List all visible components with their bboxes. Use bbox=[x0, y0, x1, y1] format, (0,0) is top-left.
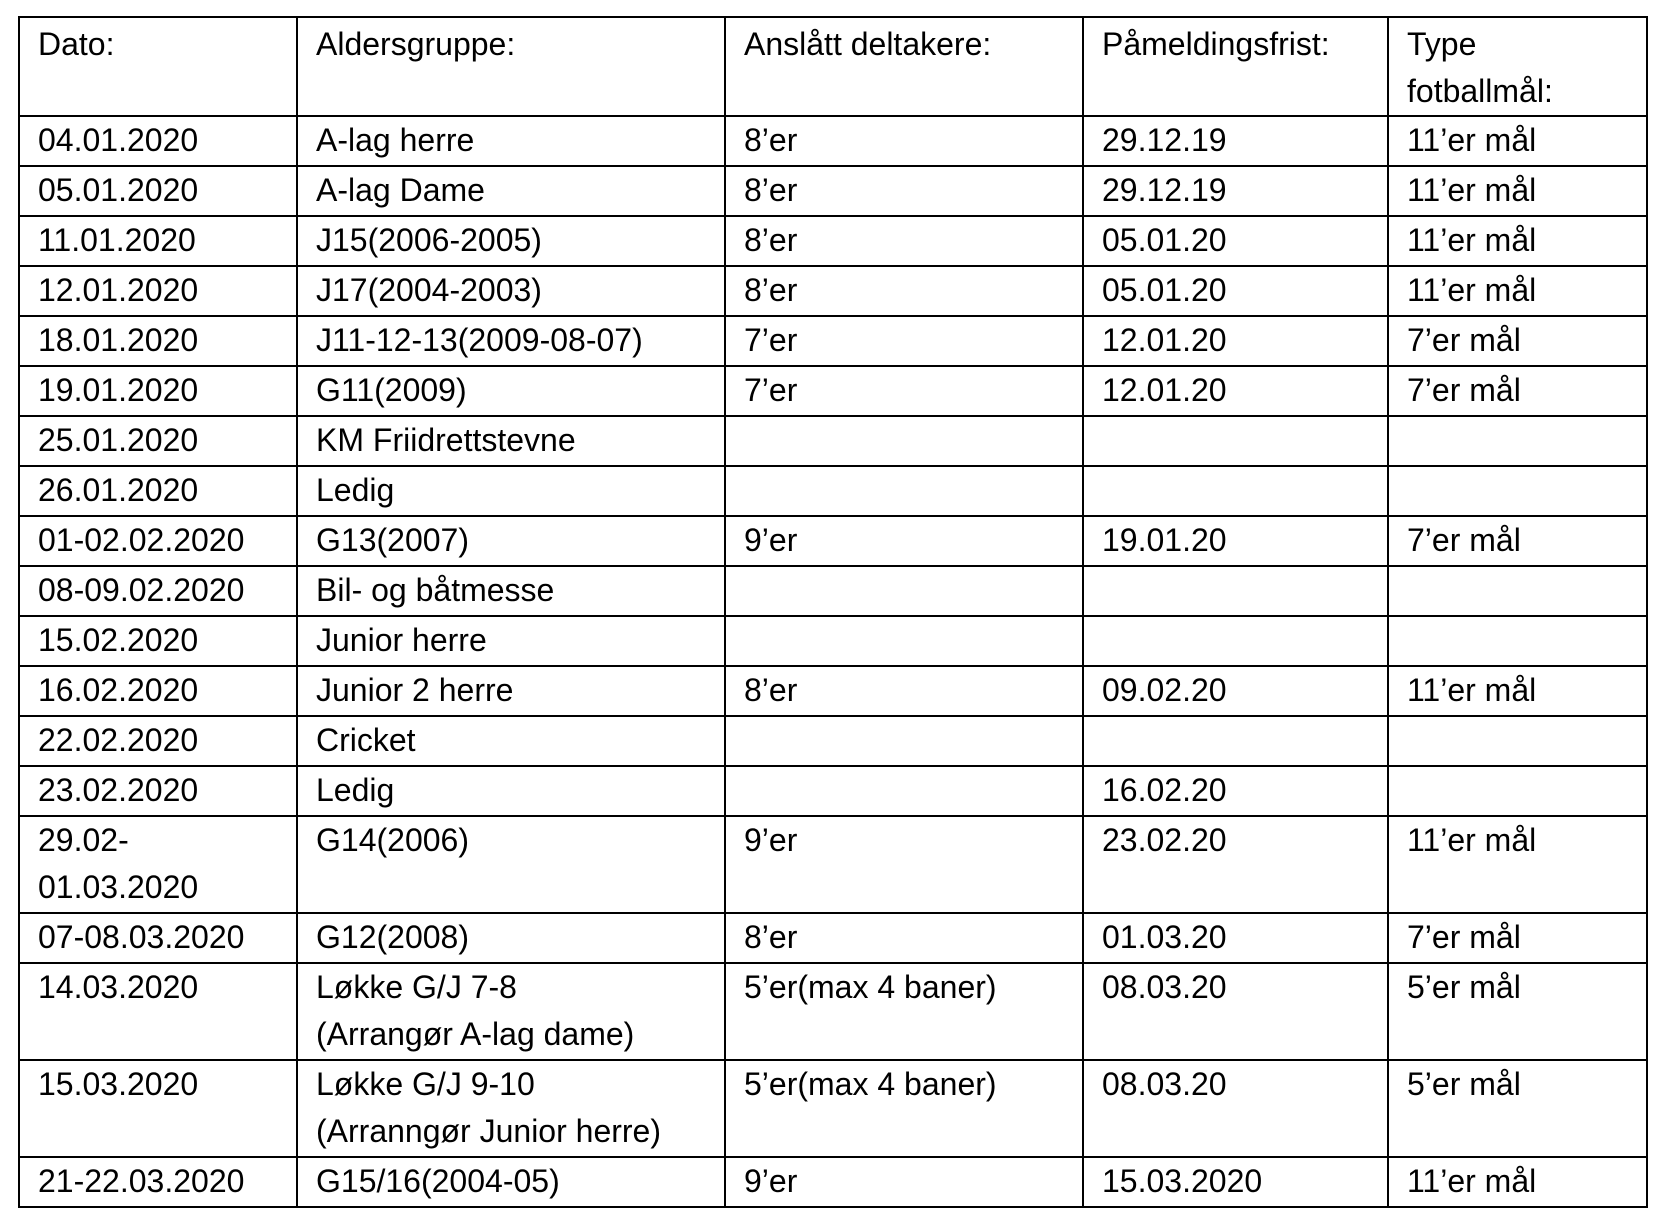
cell-estimated-participants bbox=[725, 716, 1083, 766]
cell-goal-type: 7’er mål bbox=[1388, 316, 1647, 366]
cell-age-group: Cricket bbox=[297, 716, 725, 766]
cell-age-group: J11-12-13(2009-08-07) bbox=[297, 316, 725, 366]
header-cell-age-group: Aldersgruppe: bbox=[297, 17, 725, 116]
cell-estimated-participants bbox=[725, 766, 1083, 816]
header-row bbox=[19, 17, 1647, 116]
cell-date: 07-08.03.2020 bbox=[19, 913, 297, 963]
cell-estimated-participants: 9’er bbox=[725, 816, 1083, 913]
cell-registration-deadline: 29.12.19 bbox=[1083, 116, 1388, 166]
cell-registration-deadline bbox=[1083, 566, 1388, 616]
cell-estimated-participants: 8’er bbox=[725, 166, 1083, 216]
cell-registration-deadline: 19.01.20 bbox=[1083, 516, 1388, 566]
table-row bbox=[19, 366, 1647, 416]
cell-goal-type: 11’er mål bbox=[1388, 116, 1647, 166]
cell-age-group: G11(2009) bbox=[297, 366, 725, 416]
cell-goal-type: 11’er mål bbox=[1388, 216, 1647, 266]
cell-registration-deadline: 29.12.19 bbox=[1083, 166, 1388, 216]
cell-date: 04.01.2020 bbox=[19, 116, 297, 166]
table-row bbox=[19, 116, 1647, 166]
table-row bbox=[19, 963, 1647, 1060]
header-cell-goal-type: Type fotballmål: bbox=[1388, 17, 1647, 116]
cell-date: 15.02.2020 bbox=[19, 616, 297, 666]
cell-estimated-participants: 8’er bbox=[725, 266, 1083, 316]
table-row bbox=[19, 716, 1647, 766]
cell-date: 14.03.2020 bbox=[19, 963, 297, 1060]
table-row bbox=[19, 316, 1647, 366]
cell-goal-type bbox=[1388, 566, 1647, 616]
table-row bbox=[19, 1060, 1647, 1157]
cell-registration-deadline: 01.03.20 bbox=[1083, 913, 1388, 963]
cell-goal-type: 5’er mål bbox=[1388, 963, 1647, 1060]
cell-goal-type bbox=[1388, 766, 1647, 816]
table-row bbox=[19, 166, 1647, 216]
cell-goal-type: 11’er mål bbox=[1388, 816, 1647, 913]
cell-goal-type: 7’er mål bbox=[1388, 516, 1647, 566]
cell-age-group: A-lag herre bbox=[297, 116, 725, 166]
cell-date: 11.01.2020 bbox=[19, 216, 297, 266]
cell-goal-type bbox=[1388, 466, 1647, 516]
header-cell-date: Dato: bbox=[19, 17, 297, 116]
cell-registration-deadline: 12.01.20 bbox=[1083, 316, 1388, 366]
cell-date: 12.01.2020 bbox=[19, 266, 297, 316]
cell-goal-type: 11’er mål bbox=[1388, 666, 1647, 716]
table-row bbox=[19, 766, 1647, 816]
cell-date: 25.01.2020 bbox=[19, 416, 297, 466]
cell-date: 08-09.02.2020 bbox=[19, 566, 297, 616]
cell-registration-deadline bbox=[1083, 416, 1388, 466]
cell-age-group: Ledig bbox=[297, 766, 725, 816]
cell-registration-deadline: 05.01.20 bbox=[1083, 216, 1388, 266]
cell-estimated-participants: 5’er(max 4 baner) bbox=[725, 1060, 1083, 1157]
cell-date: 23.02.2020 bbox=[19, 766, 297, 816]
cell-date: 26.01.2020 bbox=[19, 466, 297, 516]
table-row bbox=[19, 416, 1647, 466]
cell-age-group: A-lag Dame bbox=[297, 166, 725, 216]
cell-estimated-participants: 5’er(max 4 baner) bbox=[725, 963, 1083, 1060]
cell-goal-type: 5’er mål bbox=[1388, 1060, 1647, 1157]
cell-date: 29.02- 01.03.2020 bbox=[19, 816, 297, 913]
table-row bbox=[19, 616, 1647, 666]
cell-age-group: Junior 2 herre bbox=[297, 666, 725, 716]
cell-estimated-participants: 9’er bbox=[725, 516, 1083, 566]
cell-registration-deadline bbox=[1083, 616, 1388, 666]
table-row bbox=[19, 913, 1647, 963]
cell-registration-deadline: 08.03.20 bbox=[1083, 1060, 1388, 1157]
cell-age-group: Løkke G/J 7-8 (Arrangør A-lag dame) bbox=[297, 963, 725, 1060]
cell-estimated-participants bbox=[725, 566, 1083, 616]
cell-date: 05.01.2020 bbox=[19, 166, 297, 216]
cell-date: 18.01.2020 bbox=[19, 316, 297, 366]
table-row bbox=[19, 816, 1647, 913]
cell-estimated-participants: 8’er bbox=[725, 216, 1083, 266]
cell-date: 15.03.2020 bbox=[19, 1060, 297, 1157]
cell-age-group: KM Friidrettstevne bbox=[297, 416, 725, 466]
cell-estimated-participants bbox=[725, 616, 1083, 666]
cell-age-group: Ledig bbox=[297, 466, 725, 516]
cell-goal-type: 11’er mål bbox=[1388, 1157, 1647, 1207]
cell-goal-type bbox=[1388, 716, 1647, 766]
table-row bbox=[19, 266, 1647, 316]
table-row bbox=[19, 1157, 1647, 1207]
schedule-table-container bbox=[18, 16, 1648, 1208]
cell-estimated-participants: 9’er bbox=[725, 1157, 1083, 1207]
cell-goal-type bbox=[1388, 416, 1647, 466]
cell-date: 16.02.2020 bbox=[19, 666, 297, 716]
cell-estimated-participants: 7’er bbox=[725, 366, 1083, 416]
cell-age-group: Løkke G/J 9-10 (Arranngør Junior herre) bbox=[297, 1060, 725, 1157]
table-row bbox=[19, 566, 1647, 616]
cell-age-group: G12(2008) bbox=[297, 913, 725, 963]
cell-age-group: Junior herre bbox=[297, 616, 725, 666]
table-row bbox=[19, 466, 1647, 516]
cell-age-group: Bil- og båtmesse bbox=[297, 566, 725, 616]
cell-estimated-participants: 7’er bbox=[725, 316, 1083, 366]
cell-registration-deadline: 23.02.20 bbox=[1083, 816, 1388, 913]
cell-date: 21-22.03.2020 bbox=[19, 1157, 297, 1207]
cell-registration-deadline: 15.03.2020 bbox=[1083, 1157, 1388, 1207]
schedule-table-body bbox=[19, 17, 1647, 1207]
cell-age-group: G13(2007) bbox=[297, 516, 725, 566]
cell-goal-type: 11’er mål bbox=[1388, 166, 1647, 216]
cell-estimated-participants: 8’er bbox=[725, 913, 1083, 963]
cell-registration-deadline: 08.03.20 bbox=[1083, 963, 1388, 1060]
cell-registration-deadline: 05.01.20 bbox=[1083, 266, 1388, 316]
table-row bbox=[19, 216, 1647, 266]
table-row bbox=[19, 666, 1647, 716]
cell-registration-deadline: 09.02.20 bbox=[1083, 666, 1388, 716]
schedule-table bbox=[18, 16, 1648, 1208]
header-cell-registration-deadline: Påmeldingsfrist: bbox=[1083, 17, 1388, 116]
cell-estimated-participants bbox=[725, 466, 1083, 516]
cell-registration-deadline bbox=[1083, 716, 1388, 766]
cell-age-group: J15(2006-2005) bbox=[297, 216, 725, 266]
cell-registration-deadline: 12.01.20 bbox=[1083, 366, 1388, 416]
cell-registration-deadline bbox=[1083, 466, 1388, 516]
cell-age-group: G15/16(2004-05) bbox=[297, 1157, 725, 1207]
cell-goal-type bbox=[1388, 616, 1647, 666]
cell-estimated-participants: 8’er bbox=[725, 116, 1083, 166]
cell-date: 22.02.2020 bbox=[19, 716, 297, 766]
header-cell-estimated-participants: Anslått deltakere: bbox=[725, 17, 1083, 116]
cell-age-group: G14(2006) bbox=[297, 816, 725, 913]
cell-goal-type: 7’er mål bbox=[1388, 366, 1647, 416]
cell-registration-deadline: 16.02.20 bbox=[1083, 766, 1388, 816]
cell-date: 19.01.2020 bbox=[19, 366, 297, 416]
cell-date: 01-02.02.2020 bbox=[19, 516, 297, 566]
cell-goal-type: 11’er mål bbox=[1388, 266, 1647, 316]
cell-estimated-participants: 8’er bbox=[725, 666, 1083, 716]
cell-age-group: J17(2004-2003) bbox=[297, 266, 725, 316]
cell-estimated-participants bbox=[725, 416, 1083, 466]
cell-goal-type: 7’er mål bbox=[1388, 913, 1647, 963]
table-row bbox=[19, 516, 1647, 566]
